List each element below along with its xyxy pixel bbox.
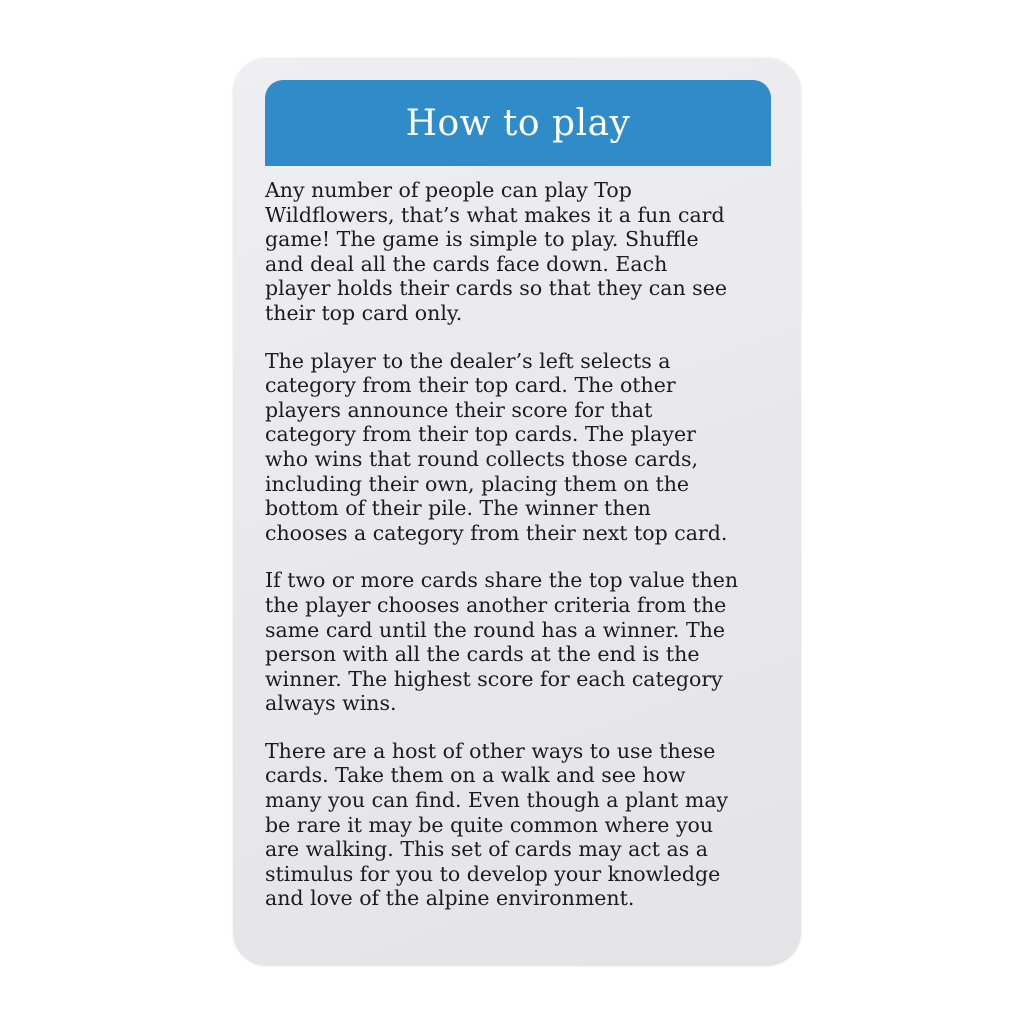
- text-line: player holds their cards so that they can see: [265, 276, 727, 301]
- text-line: game! The game is simple to play. Shuffle: [265, 227, 699, 252]
- card-body: [265, 178, 781, 934]
- card-header: [265, 80, 771, 166]
- text-line: category from their top cards. The player: [265, 422, 696, 447]
- text-line: including their own, placing them on the: [265, 471, 690, 496]
- text-line: category from their top card. The other: [265, 373, 676, 398]
- text-line: person with all the cards at the end is the: [265, 642, 700, 667]
- text-line: and deal all the cards face down. Each: [265, 251, 668, 276]
- card-title: How to play: [405, 102, 631, 144]
- text-line: are walking. This set of cards may act as a: [265, 837, 709, 862]
- text-line: stimulus for you to develop your knowledge: [265, 861, 721, 886]
- text-line: many you can find. Even though a plant may: [265, 788, 729, 813]
- text-line: There are a host of other ways to use these: [265, 738, 716, 763]
- text-line: bottom of their pile. The winner then: [265, 496, 651, 521]
- text-line: who wins that round collects those cards,: [265, 446, 698, 471]
- text-line: The player to the dealer’s left selects a: [265, 348, 671, 373]
- text-line: chooses a category from their next top card.: [265, 520, 728, 545]
- paragraph-2: [265, 349, 781, 546]
- text-line: be rare it may be quite common where you: [265, 812, 714, 837]
- text-line: If two or more cards share the top value then: [265, 568, 739, 593]
- text-line: the player chooses another criteria from the: [265, 592, 727, 617]
- text-line: their top card only.: [265, 300, 463, 325]
- paragraph-1: [265, 178, 781, 326]
- text-line: Any number of people can play Top: [265, 178, 632, 202]
- text-line: cards. Take them on a walk and see how: [265, 763, 686, 788]
- instruction-card: [233, 58, 801, 966]
- text-line: same card until the round has a winner. The: [265, 617, 725, 642]
- text-line: winner. The highest score for each category: [265, 666, 723, 691]
- text-line: always wins.: [265, 691, 397, 716]
- text-line: and love of the alpine environment.: [265, 886, 635, 911]
- paragraph-3: [265, 568, 781, 716]
- text-line: players announce their score for that: [265, 397, 653, 422]
- text-line: Wildflowers, that’s what makes it a fun card: [265, 202, 725, 227]
- paragraph-4: [265, 739, 781, 911]
